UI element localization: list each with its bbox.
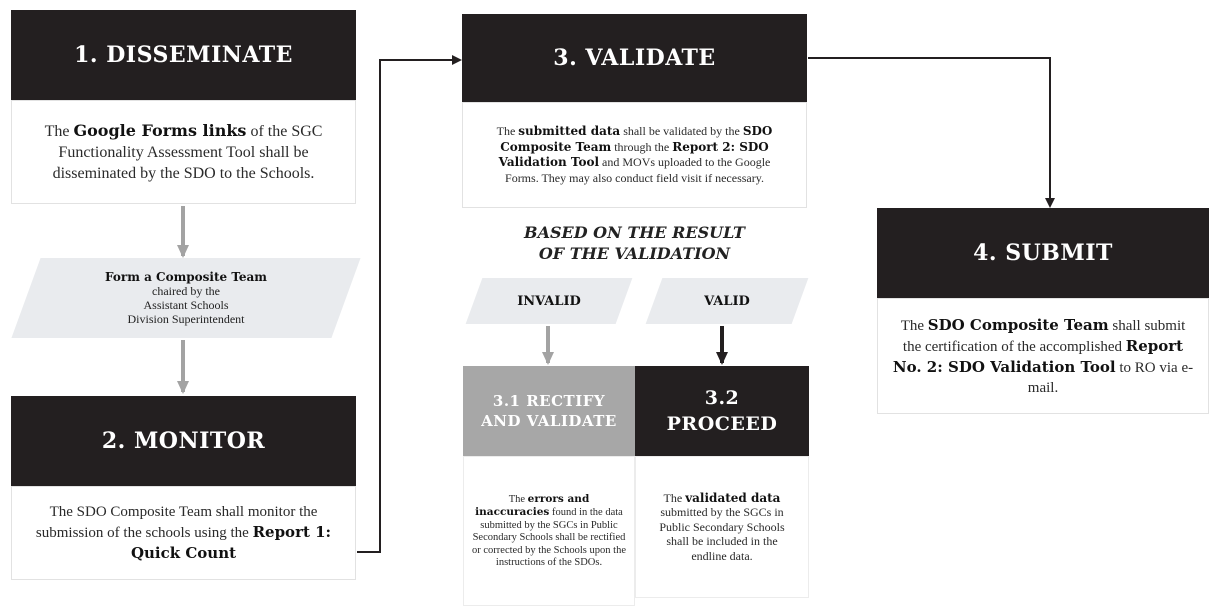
step3-text [481,124,788,186]
step31-text [472,493,626,570]
step3-body [462,102,807,208]
composite-team-line3: Division Superintendent [127,312,245,326]
step32-title-line1: 3.2 [704,387,740,409]
step4-text-part: shall submit the certification of the accomplished [902,317,1186,355]
step3-text-bold: submitted data [518,124,621,138]
step32-text [648,491,796,564]
step2-text-bold: Report 1: Quick Count [130,523,332,562]
step2-text [26,502,341,564]
step4-text-bold: SDO Composite Team [927,315,1109,334]
invalid-label: INVALID [517,293,581,309]
step4-title: 4. SUBMIT [973,240,1113,266]
step32-text-part: submitted by the SGCs in Public Secondary Schools shall be included in the endline data. [659,505,785,563]
step32-title-line2: PROCEED [666,413,778,435]
step3-text-bold: Report 2: SDO Validation Tool [498,139,769,169]
step3-text-bold: SDO Composite Team [500,124,773,154]
step4-body [877,298,1209,414]
step3-text-part: through the [611,139,673,154]
step1-text-part: The [44,123,74,140]
step4-header [877,208,1209,298]
step2-text-part: The SDO Composite Team shall monitor the submission of the schools using the [35,504,318,541]
step4-text-part: to RO via e-mail. [1027,359,1194,396]
step2-body [11,486,356,580]
validation-result-caption [462,222,807,264]
step1-text-bold: Google Forms links [73,121,247,140]
step32-text-part: The [663,490,686,505]
step32-text-bold: validated data [685,490,781,505]
step31-header [463,366,635,456]
step4-text-part: The [900,317,928,334]
arrow-step2-to-step3 [357,60,460,552]
step32-header [635,366,809,456]
step1-header [11,10,356,100]
step2-title: 2. MONITOR [101,428,266,454]
validation-result-line1: BASED ON THE RESULT [524,223,745,242]
composite-team-line1: chaired by the [152,284,220,298]
valid-label: VALID [704,293,750,309]
composite-team-line2: Assistant Schools [143,298,229,312]
step31-text-part: The [508,493,528,505]
arrow-step3-to-step4 [808,58,1050,206]
step31-text-bold: errors and inaccuracies [475,492,590,518]
step4-text [892,315,1194,398]
step1-title: 1. DISSEMINATE [74,42,293,68]
invalid-label-box [474,278,624,324]
step3-text-part: shall be validated by the [620,124,743,138]
valid-label-box [654,278,800,324]
step32-body [635,456,809,598]
step4-text-bold: Report No. 2: SDO Validation Tool [892,336,1184,376]
step3-text-part: The [496,124,519,138]
step31-title-line1: 3.1 RECTIFY [492,392,606,410]
step2-header [11,396,356,486]
step3-title: 3. VALIDATE [553,45,716,71]
step1-text-part: of the SGC Functionality Assessment Tool shall be disseminated by the SDO to the Schools. [52,123,323,182]
validation-result-line2: OF THE VALIDATION [538,244,731,263]
step31-body [463,456,635,606]
composite-team-title: Form a Composite Team [105,270,267,284]
step3-header [462,14,807,102]
step1-text [28,120,339,184]
step31-title-line2: AND VALIDATE [481,412,617,430]
step31-text-part: found in the data submitted by the SGCs in Public Secondary Schools shall be rectified or corrected by the Schools upon the instructions of the SDOs. [472,507,626,568]
composite-team-label [26,258,346,338]
step3-text-part: and MOVs uploaded to the Google Forms. They may also conduct field visit if necessary. [505,155,771,185]
step1-body [11,100,356,204]
